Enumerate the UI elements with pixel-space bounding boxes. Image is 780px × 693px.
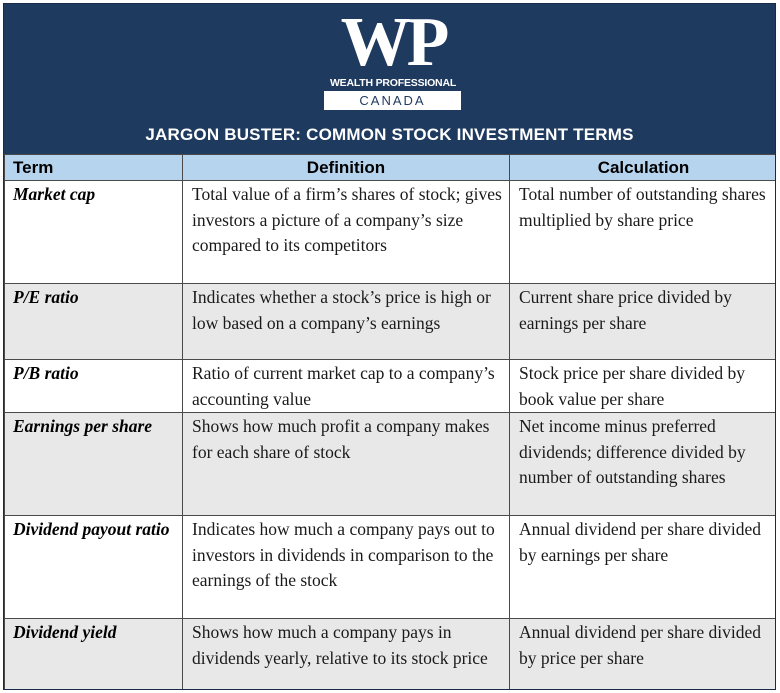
- definition-cell: Ratio of current market cap to a company’s accounting value: [183, 360, 510, 413]
- calculation-cell: Annual dividend per share divided by earnings per share: [510, 516, 777, 619]
- column-header-term: Term: [5, 155, 183, 181]
- calculation-cell: Current share price divided by earnings per share: [510, 284, 777, 360]
- logo-subtitle: WEALTH PROFESSIONAL: [329, 77, 457, 89]
- calculation-cell: Annual dividend per share divided by price per share: [510, 619, 777, 691]
- calculation-cell: Total number of outstanding shares multiplied by share price: [510, 181, 777, 284]
- calculation-cell: Stock price per share divided by book value per share: [510, 360, 777, 413]
- logo-country: CANADA: [324, 91, 461, 110]
- calculation-cell: Net income minus preferred dividends; difference divided by number of outstanding shares: [510, 413, 777, 516]
- page-title: JARGON BUSTER: COMMON STOCK INVESTMENT TERMS: [145, 125, 634, 144]
- definition-cell: Shows how much profit a company makes for each share of stock: [183, 413, 510, 516]
- definition-cell: Indicates whether a stock’s price is high or low based on a company’s earnings: [183, 284, 510, 360]
- column-header-calculation: Calculation: [510, 155, 777, 181]
- term-cell: Dividend yield: [5, 619, 183, 691]
- definition-cell: Shows how much a company pays in dividends yearly, relative to its stock price: [183, 619, 510, 691]
- term-cell: Dividend payout ratio: [5, 516, 183, 619]
- wealth-professional-logo: [323, 4, 463, 112]
- header-banner: [4, 4, 775, 154]
- table-row: [5, 619, 777, 691]
- terms-table: [4, 154, 776, 690]
- term-cell: P/E ratio: [5, 284, 183, 360]
- term-cell: Earnings per share: [5, 413, 183, 516]
- column-header-definition: Definition: [183, 155, 510, 181]
- table-row: [5, 360, 777, 413]
- definition-cell: Indicates how much a company pays out to investors in dividends in comparison to the earnings of the stock: [183, 516, 510, 619]
- table-row: [5, 413, 777, 516]
- definition-cell: Total value of a firm’s shares of stock; gives investors a picture of a company’s size compared to its competitors: [183, 181, 510, 284]
- table-row: [5, 181, 777, 284]
- table-row: [5, 516, 777, 619]
- table-header-row: [5, 155, 777, 181]
- infographic-frame: [3, 3, 776, 690]
- term-cell: P/B ratio: [5, 360, 183, 413]
- term-cell: Market cap: [5, 181, 183, 284]
- table-row: [5, 284, 777, 360]
- logo-mark: WP: [340, 4, 446, 81]
